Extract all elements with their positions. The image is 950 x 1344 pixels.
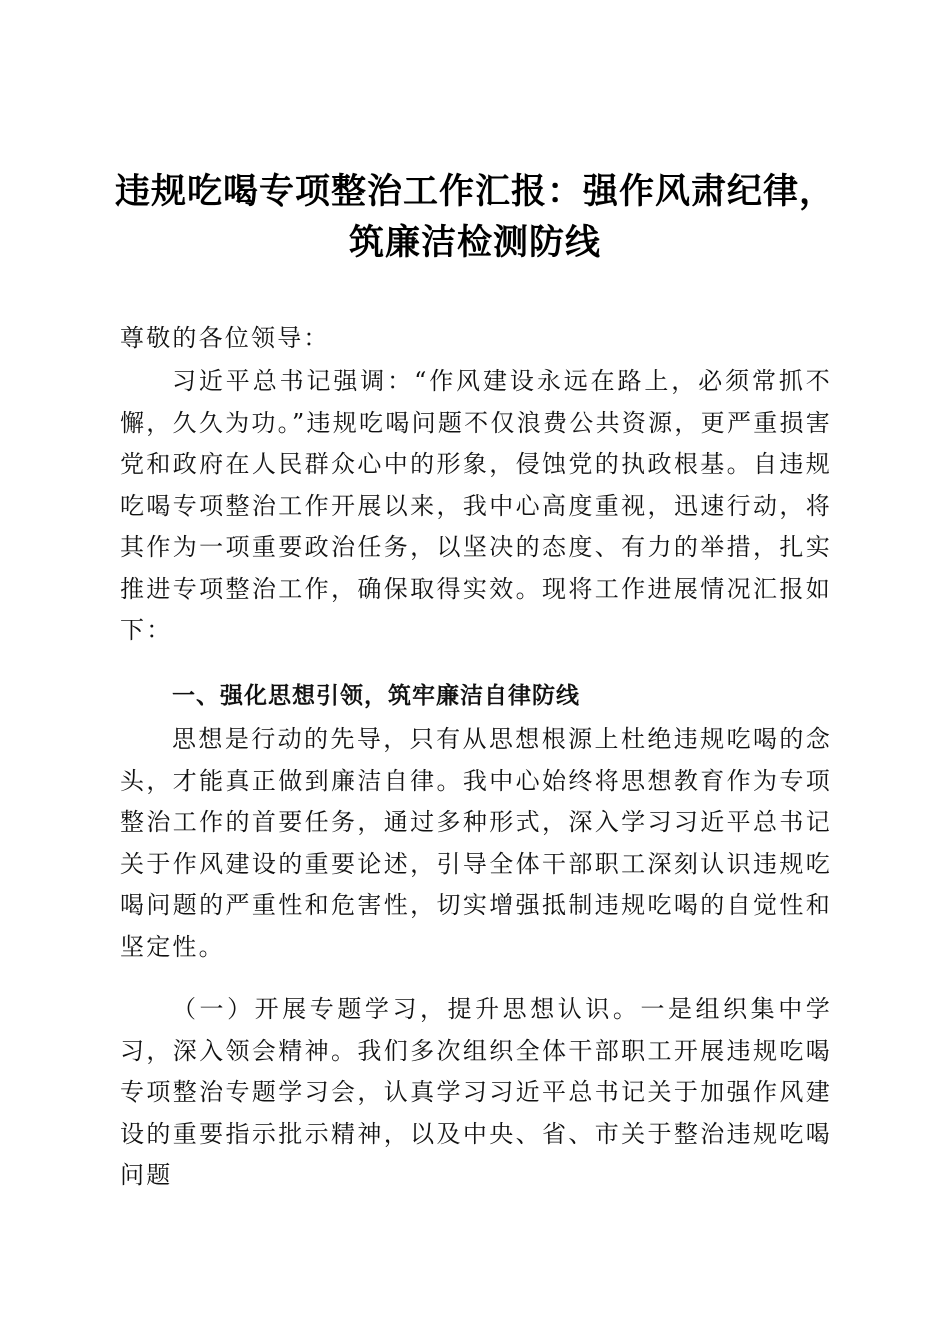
document-title-line-1: 违规吃喝专项整治工作汇报：强作风肃纪律， xyxy=(114,171,835,212)
study-paragraph: （一）开展专题学习，提升思想认识。一是组织集中学习，深入领会精神。我们多次组织全体干部职工开展违规吃喝专项整治专题学习会，认真学习习近平总书记关于加强作风建设的重要指示批示精神，以及中央、省、市关于整治违规吃喝问题 xyxy=(120,995,832,1189)
intro-paragraph: 习近平总书记强调：“作风建设永远在路上，必须常抓不懈，久久为功。”违规吃喝问题不仅浪费公共资源，更严重损害党和政府在人民群众心中的形象，侵蚀党的执政根基。自违规吃喝专项整治工作开展以来，我中心高度重视，迅速行动，将其作为一项重要政治任务，以坚决的态度、有力的举措，扎实推进专项整治工作，确保取得实效。现将工作进展情况汇报如下： xyxy=(120,367,832,644)
document-title-line-2: 筑廉洁检测防线 xyxy=(348,222,601,263)
thought-paragraph: 思想是行动的先导，只有从思想根源上杜绝违规吃喝的念头，才能真正做到廉洁自律。我中心始终将思想教育作为专项整治工作的首要任务，通过多种形式，深入学习习近平总书记关于作风建设的重要论述，引导全体干部职工深刻认识违规吃喝问题的严重性和危害性，切实增强抵制违规吃喝的自觉性和坚定性。 xyxy=(120,725,832,961)
greeting: 尊敬的各位领导： xyxy=(120,324,330,352)
section-heading-1: 一、强化思想引领，筑牢廉洁自律防线 xyxy=(172,683,580,709)
